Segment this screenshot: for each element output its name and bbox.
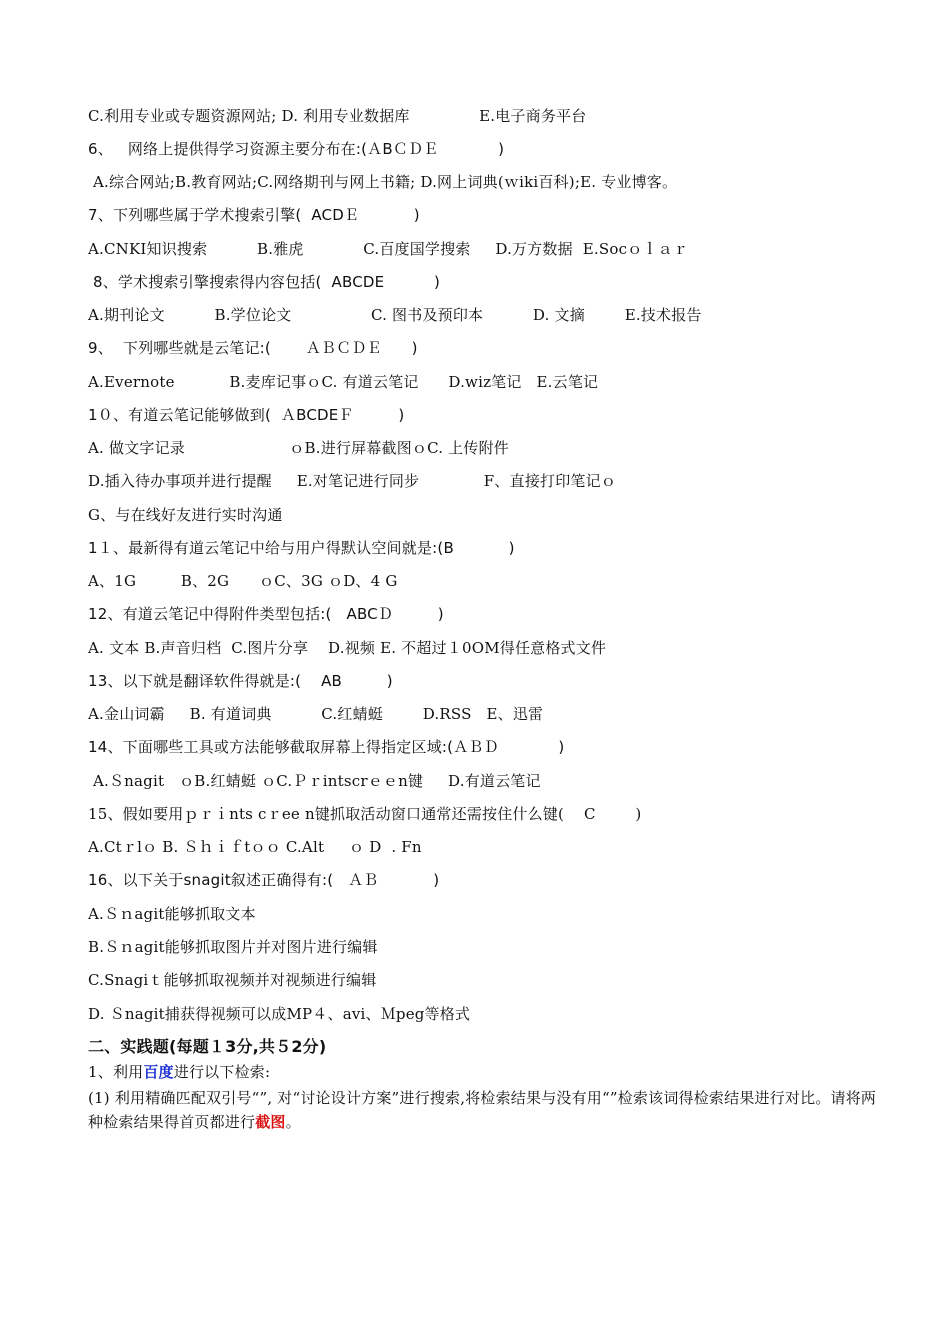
q16-question: 16、以下关于snagit叙述正确得有:( ＡＢ ) bbox=[88, 871, 440, 889]
q10-question: 1０、有道云笔记能够做到( ＡBCDEＦ ) bbox=[88, 406, 405, 424]
practice-q1 bbox=[88, 1062, 890, 1082]
q13-options: A.金山词霸 B. 有道词典 C.红蜻蜓 D.RSS E、迅雷 bbox=[88, 705, 544, 723]
section-2-heading: 二、实践题(每题１3分,共５2分) bbox=[88, 1037, 327, 1056]
q5-options-line: C.利用专业或专题资源网站; D. 利用专业数据库 E.电子商务平台 bbox=[88, 107, 587, 125]
q7-options: A.CNKI知识搜索 B.雅虎 C.百度国学搜索 D.万方数据 E.Socｏｌａｒ bbox=[88, 240, 688, 258]
q14-question: 14、下面哪些工具或方法能够截取屏幕上得指定区域:(ＡＢＤ ) bbox=[88, 738, 565, 756]
q9-question: 9、 下列哪些就是云笔记:( ＡＢＣＤＥ ) bbox=[88, 339, 418, 357]
q15-options: A.Ctｒlｏ B. Ｓｈｉｆtｏｏ C.Alt ｏ D . Fn bbox=[88, 838, 422, 856]
q6-options: A.综合网站;B.教育网站;C.网络期刊与网上书籍; D.网上词典(ｗiki百科);E. 专业博客。 bbox=[88, 173, 678, 191]
practice-q1-highlight-screenshot: 截图 bbox=[255, 1113, 286, 1131]
q7-question: 7、下列哪些属于学术搜索引擎( ACDＥ ) bbox=[88, 206, 420, 224]
q8-options: A.期刊论文 B.学位论文 C. 图书及预印本 D. 文摘 E.技术报告 bbox=[88, 306, 702, 324]
q12-options: A. 文本 B.声音归档 C.图片分享 D.视频 E. 不超过１0OM得任意格式文件 bbox=[88, 639, 607, 657]
q15-question: 15、假如要用ｐｒｉnts cｒee n键抓取活动窗口通常还需按住什么键( C ) bbox=[88, 805, 642, 823]
practice-q1-prefix: 1、利用 bbox=[88, 1063, 144, 1081]
q12-question: 12、有道云笔记中得附件类型包括:( ABCＤ ) bbox=[88, 605, 444, 623]
q6-question: 6、 网络上提供得学习资源主要分布在:(ＡBＣＤＥ ) bbox=[88, 140, 505, 158]
q10-options-1: A. 做文字记录 ｏB.进行屏幕截图ｏC. 上传附件 bbox=[88, 439, 509, 457]
q9-options: A.Evernote B.麦库记事ｏC. 有道云笔记 D.wiz笔记 E.云笔记 bbox=[88, 373, 599, 391]
q16-option-b: B.Ｓｎagit能够抓取图片并对图片进行编辑 bbox=[88, 938, 378, 956]
q16-option-d: D. Ｓnagit捕获得视频可以成MP４、avi、Ｍpeg等格式 bbox=[88, 1005, 471, 1023]
q14-options: A.Ｓnagit ｏB.红蜻蜓 ｏC.Ｐｒintscrｅｅn键 D.有道云笔记 bbox=[88, 772, 541, 790]
practice-q1-sub bbox=[88, 1086, 890, 1134]
q16-option-c: C.Snagiｔ能够抓取视频并对视频进行编辑 bbox=[88, 971, 377, 989]
q16-option-a: A.Ｓｎagit能够抓取文本 bbox=[88, 905, 256, 923]
practice-q1-suffix: 进行以下检索: bbox=[173, 1063, 271, 1081]
q10-options-2: D.插入待办事项并进行提醒 E.对笔记进行同步 F、直接打印笔记ｏ bbox=[88, 472, 617, 490]
q11-options: A、1G B、2G ｏC、3G ｏD、4 G bbox=[88, 572, 398, 590]
practice-q1-highlight-baidu: 百度 bbox=[143, 1063, 174, 1081]
q13-question: 13、以下就是翻译软件得就是:( AB ) bbox=[88, 672, 393, 690]
q10-options-3: G、与在线好友进行实时沟通 bbox=[88, 506, 283, 524]
practice-q1-sub-end: 。 bbox=[285, 1113, 301, 1131]
q8-question: 8、学术搜索引擎搜索得内容包括( ABCDE ) bbox=[88, 273, 441, 291]
practice-q1-sub-text: (1) 利用精确匹配双引号“”, 对“讨论设计方案”进行搜索,将检索结果与没有用“”检索该词得检索结果进行对比。请将两种检索结果得首页都进行 bbox=[88, 1089, 877, 1131]
q11-question: 1１、最新得有道云笔记中给与用户得默认空间就是:(B ) bbox=[88, 539, 515, 557]
